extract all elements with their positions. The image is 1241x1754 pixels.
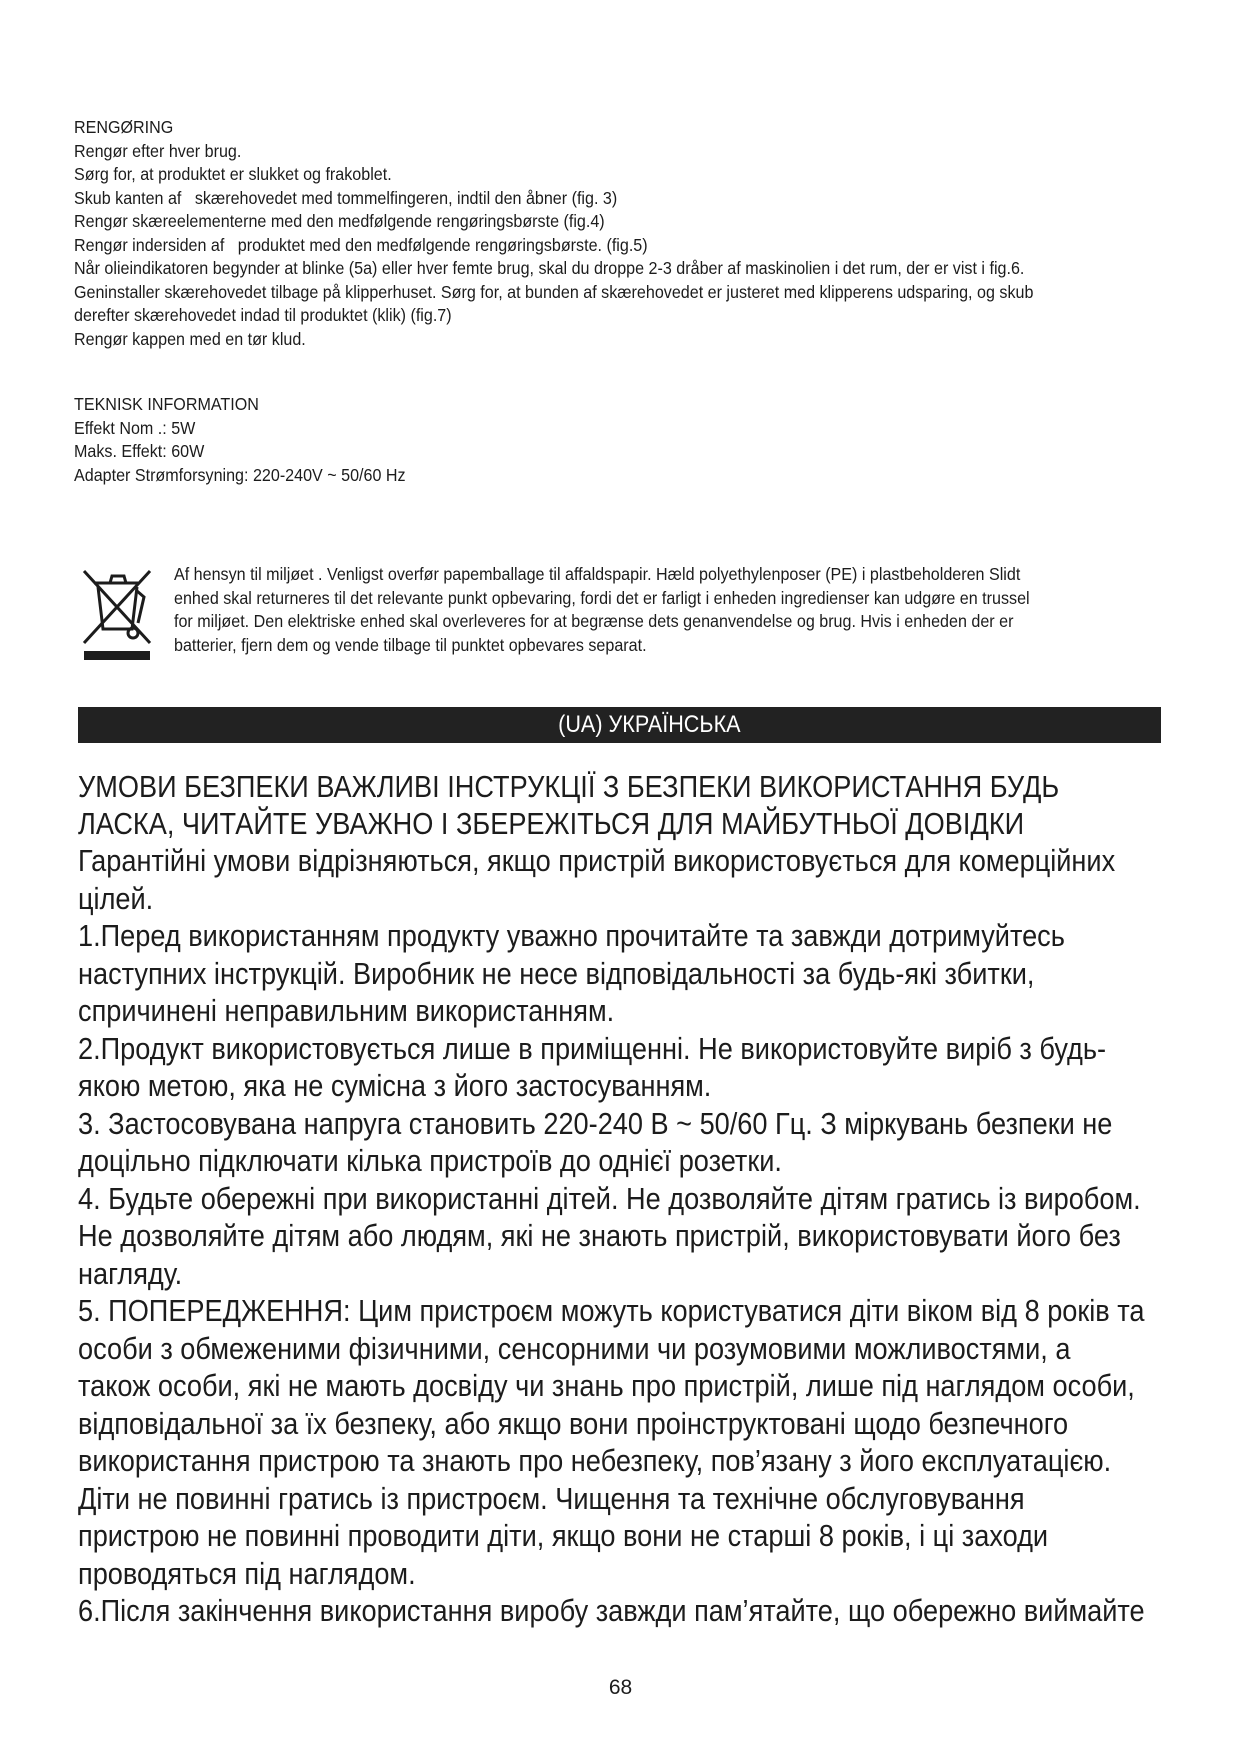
- language-bar-label: (UA) УКРАЇНСЬКА: [558, 711, 741, 738]
- cleaning-line: Rengør skæreelementerne med den medfølgende rengøringsbørste (fig.4): [74, 211, 605, 231]
- cleaning-line: Sørg for, at produktet er slukket og frakoblet.: [74, 164, 392, 184]
- cleaning-line: Rengør indersiden af produktet med den medfølgende rengøringsbørste. (fig.5): [74, 234, 648, 255]
- ua-body-line: Діти не повинні гратись із пристроєм. Чищення та технічне обслуговування: [78, 1481, 1025, 1516]
- ua-body-line: 1.Перед використанням продукту уважно прочитайте та завжди дотримуйтесь: [78, 919, 1065, 953]
- ua-body-line: також особи, які не мають досвіду чи знань про пристрій, лише під наглядом особи,: [78, 1369, 1135, 1403]
- cleaning-line: Geninstaller skærehovedet tilbage på klipperhuset. Sørg for, at bunden af skærehovedet er justeret med klipperens udsparing, og skub: [74, 281, 1034, 302]
- language-section-bar: [78, 707, 1161, 743]
- page-number: 68: [608, 1676, 633, 1699]
- cleaning-line: Når olieindikatoren begynder at blinke (5a) eller hver femte brug, skal du droppe 2-3 dråber af maskinolien i det rum, der er vist i fig.6.: [74, 258, 1025, 278]
- ua-body-line: 5. ПОПЕРЕДЖЕННЯ: Цим пристроєм можуть користуватися діти віком від 8 років та: [78, 1294, 1145, 1328]
- ua-body-line: якою метою, яка не сумісна з його застосуванням.: [78, 1069, 712, 1103]
- ua-body-line: доцільно підключати кілька пристроїв до однієї розетки.: [78, 1144, 782, 1178]
- ua-body-line: пристрою не повинні проводити діти, якщо вони не старші 8 років, і ці заходи: [78, 1519, 1049, 1553]
- cleaning-line: Rengør efter hver brug.: [74, 140, 242, 161]
- cleaning-section: [74, 116, 1095, 351]
- environment-notice: [174, 563, 1030, 657]
- ua-body-line: відповідальної за їх безпеку, або якщо вони проінструктовані щодо безпечного: [78, 1406, 1069, 1441]
- environment-line: batterier, fjern dem og vende tilbage til punktet opbevares separat.: [174, 634, 647, 655]
- cleaning-line: Rengør kappen med en tør klud.: [74, 328, 306, 349]
- environment-line: enhed skal returneres til det relevante punkt opbevaring, fordi det er farligt i enheden ingredienser kan udgøre en trussel: [174, 587, 1030, 608]
- crossed-out-wheelie-bin-icon: [78, 565, 156, 665]
- ua-body-line: нагляду.: [78, 1256, 183, 1291]
- ua-body-line: використання пристрою та знають про небезпеку, пов’язану з його експлуатацією.: [78, 1444, 1112, 1478]
- ua-body-line: 3. Застосовувана напруга становить 220-240 В ~ 50/60 Гц. З міркувань безпеки не: [78, 1106, 1113, 1141]
- ua-body-line: спричинені неправильним використанням.: [78, 994, 615, 1028]
- tech-heading: TEKNISK INFORMATION: [74, 394, 259, 414]
- ua-body-line: особи з обмеженими фізичними, сенсорними чи розумовими можливостями, а: [78, 1331, 1071, 1366]
- technical-info-section: [74, 393, 1095, 487]
- ua-body-line: Не дозволяйте дітям або людям, які не знають пристрій, використовувати його без: [78, 1219, 1121, 1253]
- ua-body-line: 4. Будьте обережні при використанні дітей. Не дозволяйте дітям гратись із виробом.: [78, 1181, 1141, 1216]
- environment-line: Af hensyn til miljøet . Venligst overfør papemballage til affaldspapir. Hæld polyethylenposer (PE) i plastbeholderen Slidt: [174, 564, 1021, 584]
- ua-heading-line: УМОВИ БЕЗПЕКИ ВАЖЛИВІ ІНСТРУКЦІЇ З БЕЗПЕКИ ВИКОРИСТАННЯ БУДЬ: [78, 770, 1060, 804]
- ua-body-line: 2.Продукт використовується лише в приміщенні. Не використовуйте виріб з будь-: [78, 1031, 1107, 1066]
- tech-line: Effekt Nom .: 5W: [74, 417, 196, 438]
- ua-body-line: цілей.: [78, 881, 154, 916]
- ua-body-line: Гарантійні умови відрізняються, якщо пристрій використовується для комерційних: [78, 844, 1116, 878]
- cleaning-heading: RENGØRING: [74, 117, 174, 137]
- ua-body-line: 6.Після закінчення використання виробу завжди пам’ятайте, що обережно виймайте: [78, 1594, 1145, 1628]
- cleaning-line: Skub kanten af skærehovedet med tommelfingeren, indtil den åbner (fig. 3): [74, 187, 618, 208]
- tech-line: Adapter Strømforsyning: 220-240V ~ 50/60 Hz: [74, 464, 406, 485]
- ua-body-line: проводяться під наглядом.: [78, 1556, 416, 1591]
- ua-heading-line: ЛАСКА, ЧИТАЙТЕ УВАЖНО І ЗБЕРЕЖІТЬСЯ ДЛЯ МАЙБУТНЬОЇ ДОВІДКИ: [78, 807, 1025, 841]
- ua-safety-section: [78, 769, 1145, 1631]
- tech-line: Maks. Effekt: 60W: [74, 441, 205, 461]
- environment-line: for miljøet. Den elektriske enhed skal overleveres for at begrænse dets genanvendelse og brug. Hvis i enheden der er: [174, 611, 1014, 631]
- ua-body-line: наступних інструкцій. Виробник не несе відповідальності за будь-які збитки,: [78, 956, 1035, 991]
- cleaning-line: derefter skærehovedet indad til produktet (klik) (fig.7): [74, 305, 452, 325]
